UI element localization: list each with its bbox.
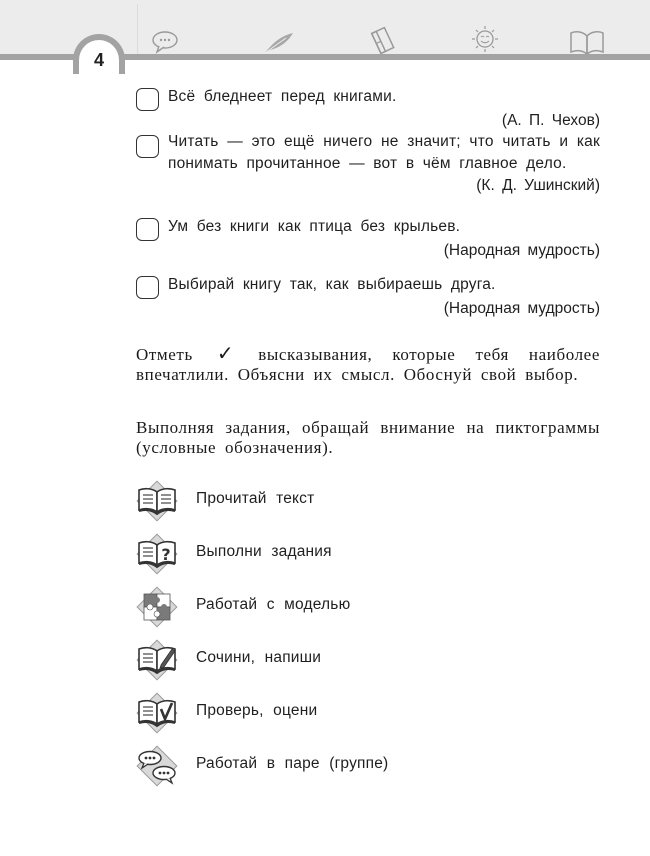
question-book-icon <box>134 531 180 577</box>
task-text <box>136 343 600 385</box>
legend-label: Сочини, напиши <box>196 649 322 666</box>
book-closed-icon <box>368 26 400 56</box>
quote-checkbox[interactable] <box>136 135 159 158</box>
open-book-icon <box>568 28 606 56</box>
task-before-check: Отметь <box>136 345 193 364</box>
quote-author: (А. П. Чехов) <box>501 112 600 129</box>
quote-item <box>136 86 600 132</box>
write-pen-book-icon <box>134 637 180 683</box>
feather-icon <box>262 30 296 54</box>
quote-text: Ум без книги как птица без крыльев. <box>168 218 461 235</box>
page-number: 4 <box>93 50 104 70</box>
svg-text:?: ? <box>161 545 171 564</box>
legend-label: Проверь, оцени <box>196 702 318 719</box>
quote-author: (К. Д. Ушинский) <box>476 177 600 194</box>
quote-author: (Народная мудрость) <box>443 300 600 317</box>
quote-text: Читать — это ещё ничего не значит; что читать и как понимать прочитанное — вот в чём главное дело. <box>168 133 600 172</box>
legend-label: Работай с моделью <box>196 596 351 613</box>
puzzle-model-icon <box>134 584 180 630</box>
header-divider <box>137 4 138 54</box>
pair-chat-icon <box>134 743 180 789</box>
quote-checkbox[interactable] <box>136 276 159 299</box>
quote-author: (Народная мудрость) <box>443 242 600 259</box>
smiling-sun-icon <box>470 24 500 54</box>
legend-label: Работай в паре (группе) <box>196 755 389 772</box>
read-text-book-icon <box>134 478 180 524</box>
quote-checkbox[interactable] <box>136 218 159 241</box>
legend-label: Выполни задания <box>196 543 332 560</box>
check-book-icon <box>134 690 180 736</box>
quote-text: Всё бледнеет перед книгами. <box>168 88 397 105</box>
speech-bubble-icon <box>150 30 182 54</box>
quote-item <box>136 274 600 320</box>
quote-item <box>136 216 600 262</box>
legend-label: Прочитай текст <box>196 490 315 507</box>
quote-text: Выбирай книгу так, как выбираешь друга. <box>168 276 496 293</box>
quote-item <box>136 131 600 197</box>
task-after-check: высказывания, которые тебя наиболее впечатлили. Объясни их смысл. Обоснуй свой выбор. <box>136 345 600 384</box>
quote-checkbox[interactable] <box>136 88 159 111</box>
checkmark-icon: ✓ <box>216 341 235 365</box>
instruction-text: Выполняя задания, обращай внимание на пиктограммы (условные обозначения). <box>136 418 600 457</box>
